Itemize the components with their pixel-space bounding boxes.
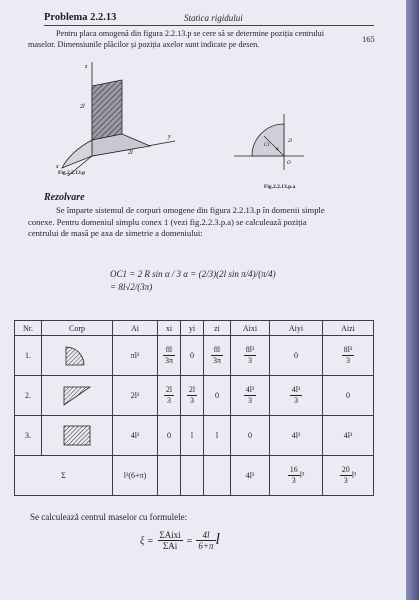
- row2-y: $\frac{2l}{3}$: [181, 376, 204, 416]
- row1-y: 0: [181, 336, 204, 376]
- row2-az: 0: [323, 376, 374, 416]
- col-x: xi: [158, 321, 181, 336]
- triangle-icon: [60, 383, 94, 407]
- xi-result: $\frac{4l}{6+\pi}$: [198, 530, 214, 551]
- row2-ay: $\frac{\text{4l³}}{3}$: [270, 376, 323, 416]
- final-formula: [140, 530, 270, 580]
- xi-lhs: ξ =: [140, 536, 154, 548]
- body-line-1: Se împarte sistemul de corpuri omogene din figura 2.2.13.p în domenii simple: [56, 205, 325, 215]
- row2-z: 0: [204, 376, 231, 416]
- centroid-formula: [110, 268, 280, 314]
- col-az: Aizi: [323, 321, 374, 336]
- row3-y: l: [181, 416, 204, 456]
- row3-ax: 0: [231, 416, 270, 456]
- row1-nr: 1.: [15, 336, 42, 376]
- xi-frac: $\frac{\text{ΣAixi}}{\text{ΣAi}}$: [159, 530, 181, 551]
- label-x: x: [56, 164, 59, 170]
- oc-formula-text: OC1 = 2 R sin α / 3 α = (2/3)(2l sin π/4)/(π/4) = 8l√2/(3π): [110, 269, 276, 292]
- sum-ax: 4l³: [231, 456, 270, 496]
- body-line-2: conexe. Pentru domeniul simplu conex 1 (vezi fig.2.2.3.p.a) se calculează poziția: [28, 216, 307, 227]
- row1-a: πl²: [113, 336, 158, 376]
- row1-ay: 0: [270, 336, 323, 376]
- row1-az: $\frac{\text{8l³}}{3}$: [323, 336, 374, 376]
- intro-line-1: Pentru placa omogenă din figura 2.2.13.p se cere să se determine poziția centrului: [56, 29, 325, 38]
- row1-ax: $\frac{\text{8l³}}{3}$: [231, 336, 270, 376]
- figure-right: [234, 112, 314, 182]
- row1-z: $\frac{8l}{3\pi}$: [204, 336, 231, 376]
- col-corp: Corp: [42, 321, 113, 336]
- label-y: y: [168, 134, 171, 140]
- col-ay: Aiyi: [270, 321, 323, 336]
- row3-z: l: [204, 416, 231, 456]
- problem-statement: [28, 28, 368, 50]
- label-2l: 2l: [288, 139, 292, 144]
- row3-x: 0: [158, 416, 181, 456]
- square-hatch: [92, 80, 122, 140]
- figure-left-caption: Fig.2.2.13.p: [58, 170, 86, 176]
- label-z: z: [85, 64, 88, 70]
- label-alpha: α: [276, 147, 279, 152]
- intro-line-2: maselor. Dimensiunile plăcilor și poziția axelor sunt indicate pe desen.: [28, 40, 260, 49]
- quarter-disc-icon: [60, 343, 94, 367]
- sum-x-empty: [158, 456, 181, 496]
- row1-shape: [42, 336, 113, 376]
- row2-shape: [42, 376, 113, 416]
- row3-nr: 3.: [15, 416, 42, 456]
- row2-ax: $\frac{\text{4l³}}{3}$: [231, 376, 270, 416]
- xi-eq: =: [186, 536, 193, 548]
- label-2l-a: 2l: [80, 104, 85, 110]
- centroid-table: [14, 320, 374, 496]
- row1-x: $\frac{8l}{3\pi}$: [158, 336, 181, 376]
- table-row: [15, 376, 374, 416]
- problem-title: Problema 2.2.13: [44, 12, 117, 23]
- body-line-3: centrului de masă pe axa de simetrie a domeniului:: [28, 228, 203, 238]
- row3-az: 4l³: [323, 416, 374, 456]
- figure-left: [40, 56, 190, 176]
- table-row: [15, 336, 374, 376]
- sum-ay: $\frac{16}{3}$ l³: [270, 456, 323, 496]
- col-ax: Aixi: [231, 321, 270, 336]
- col-y: yi: [181, 321, 204, 336]
- col-nr: Nr.: [15, 321, 42, 336]
- row2-nr: 2.: [15, 376, 42, 416]
- table-sum-row: [15, 456, 374, 496]
- sum-a: l²(6+π): [113, 456, 158, 496]
- col-a: Ai: [113, 321, 158, 336]
- table-header-row: [15, 321, 374, 336]
- row2-a: 2l²: [113, 376, 158, 416]
- row3-a: 4l²: [113, 416, 158, 456]
- row3-ay: 4l³: [270, 416, 323, 456]
- row3-shape: [42, 416, 113, 456]
- col-z: zi: [204, 321, 231, 336]
- page-number: 165: [362, 34, 375, 44]
- figure-right-caption: Fig.2.2.13.p.a: [264, 184, 296, 190]
- sum-az: $\frac{20}{3}$ l³: [323, 456, 374, 496]
- page-edge: [406, 0, 419, 600]
- label-c1: C1: [264, 143, 270, 148]
- row2-x: $\frac{2l}{3}$: [158, 376, 181, 416]
- sum-z-empty: [204, 456, 231, 496]
- square-icon: [60, 423, 94, 447]
- xi-tail: l: [215, 531, 220, 549]
- sum-y-empty: [181, 456, 204, 496]
- table-row: [15, 416, 374, 456]
- quarter-disc-plate: [62, 140, 92, 168]
- section-heading: Rezolvare: [44, 192, 85, 203]
- sum-label: Σ: [15, 456, 113, 496]
- calc-line: Se calculează centrul maselor cu formulele:: [30, 512, 188, 522]
- header-rule: [44, 25, 374, 26]
- label-2l-b: 2l: [128, 150, 133, 156]
- solution-text: [28, 205, 388, 240]
- label-o: O: [287, 161, 291, 166]
- running-title: Statica rigidului: [184, 13, 243, 23]
